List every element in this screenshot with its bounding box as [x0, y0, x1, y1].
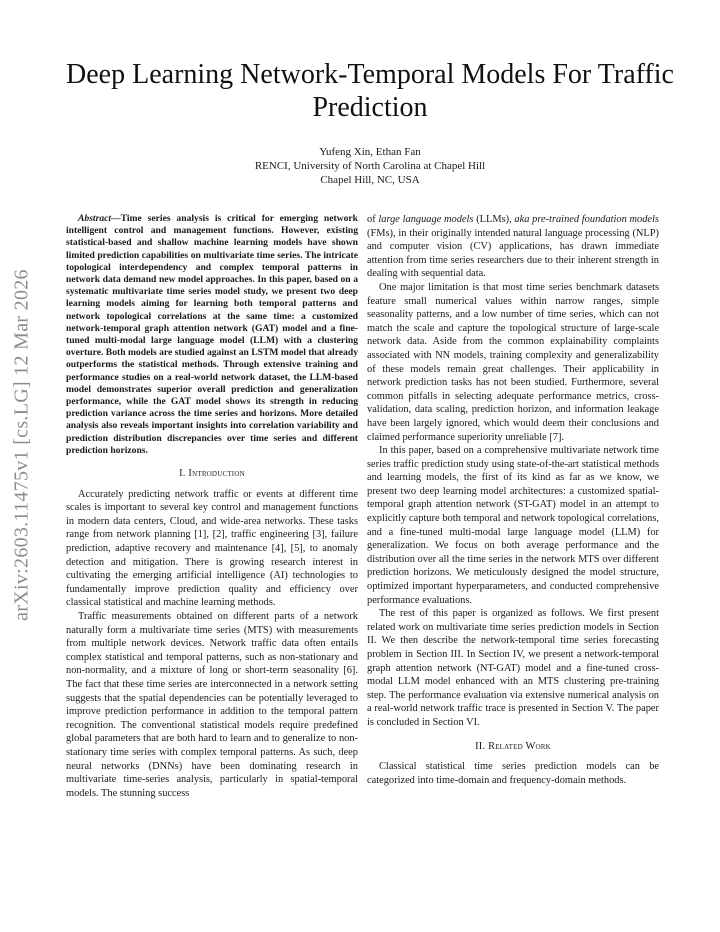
author-location: Chapel Hill, NC, USA — [320, 174, 420, 186]
arxiv-stamp — [10, 260, 33, 630]
intro-paragraph-3 — [367, 213, 659, 281]
intro-paragraph-4: One major limitation is that most time series benchmark datasets feature small numerical values within narrow ranges, simple seasonality patterns, and a low number of time series, which can not match the scale and capture the topological structure of large-scale network data. Aside from the common explainability complaints associated with NN models, training complexity and generalizability of these models remain great challenges. Their applicability in network prediction tasks has not been studied. Furthermore, several common pitfalls in selecting adequate performance metrics, cross-validation, data scaling, prediction horizon, and information leakage have been largely ignored, which would deem their conclusions and claimed performance superiority unreliable [7]. — [367, 281, 659, 443]
section-title: Related Work — [488, 740, 551, 752]
term-aka: aka pre-trained foundation models — [514, 214, 659, 225]
text-run: (FMs), in their originally intended natural language processing (NLP) and computer vision (CV) applications, has drawn immediate attention from time series researchers due to their inherent strength in dealing with sequential data. — [367, 227, 659, 280]
section-title: Introduction — [188, 468, 245, 480]
right-column — [367, 213, 659, 787]
intro-paragraph-1: Accurately predicting network traffic or events at different time scales is important to several key control and management functions in modern data centers, Cloud, and wide-area networks. These tasks range from network planning [1], [2], traffic engineering [3], failure prediction, adaptive recovery and maintenance [4], [5], to anomaly detection and mitigation. There is growing research interest in cultivating the emerging artificial intelligence (AI) technologies to fundamentally improve prediction quality and efficiency over classical statistical and machine learning methods. — [66, 488, 358, 609]
section-number: I. — [179, 468, 186, 480]
abstract — [66, 213, 358, 457]
abstract-lead: Abstract — [78, 213, 112, 224]
text-run: of — [367, 214, 379, 225]
section-heading-introduction — [66, 467, 358, 481]
section-heading-related-work — [367, 740, 659, 754]
paper-title: Deep Learning Network-Temporal Models For Traffic Prediction — [66, 59, 674, 123]
author-affiliation: RENCI, University of North Carolina at Chapel Hill — [254, 160, 486, 172]
author-block — [60, 145, 680, 187]
intro-paragraph-6: The rest of this paper is organized as follows. We first present related work on multivariate time series prediction models in Section II. We then describe the network-temporal time series forecasting problem in Section III. In Section IV, we present a network-temporal graph attention network (NT-GAT) model and a fine-tuned cross-modal LLM model enhanced with an MTS clustering pre-training step. The performance evaluation via extensive numerical analysis on a real-world network traffic trace is presented in Section V. The paper is concluded in Section VI. — [367, 608, 659, 728]
intro-paragraph-2: Traffic measurements obtained on different parts of a network naturally form a multivariate time series (MTS) with measurements from multiple network devices. Network traffic data often entails complex statistical and temporal patterns, such as non-stationary and non-normality, and a mixture of long or short-term seasonality [6]. The fact that these time series are interconnected in a network setting suggests that the spatial dependencies can be potentially leveraged to improve prediction performance in addition to the temporal pattern recognition. The conventional statistical models require predefined global parameters that are both hard to learn and to generalize to non-stationary time series with complex temporal patterns. As such, deep neural networks (DNNs) have been dominating research in multivariate time-series analysis, particularly in spatial-temporal models. The stunning success — [66, 611, 358, 799]
related-paragraph-1: Classical statistical time series prediction models can be categorized into time-domain and frequency-domain methods. — [367, 761, 659, 786]
section-number: II. — [475, 740, 486, 752]
left-column — [66, 213, 358, 800]
arxiv-stamp-text: arXiv:2603.11475v1 [cs.LG] 12 Mar 2026 — [10, 269, 33, 621]
term-llm: large language models — [378, 214, 474, 225]
intro-paragraph-5: In this paper, based on a comprehensive multivariate network time series traffic prediction study using state-of-the-art statistical methods and learning models, the first of its kind as far as we know, we present two deep learning model architectures: a customized spatial-temporal graph attention network (ST-GAT) model in an attempt to explicitly capture both temporal and network topological correlations, and a fine-tuned multi-modal large language model (LLM) for generalization. We focus on both average performance and the distribution over all the time series in the network MTS over different prediction horizons. We meticulously designed the model structure, optimized important hyperparameters, and conducted comprehensive performance evaluations. — [367, 445, 659, 606]
author-names: Yufeng Xin, Ethan Fan — [319, 146, 421, 158]
abstract-dash: — — [111, 213, 121, 224]
abstract-text: Time series analysis is critical for emerging network intelligent control and management functions. However, existing statistical-based and shallow machine learning models have shown limited prediction capabilities on multivariate time series. The intricate topological interdependency and complex temporal patterns in network data demand new model approaches. In this paper, based on a systematic multivariate time series model study, we present two deep learning models aiming for learning both temporal patterns and network topological correlations at the same time: a customized network-temporal graph attention network (GAT) model and a fine-tuned multi-modal large language model (LLM) with a clustering overture. Both models are studied against an LSTM model that already outperforms the statistical methods. Through extensive training and performance studies on a real-world network dataset, the LLM-based model demonstrates superior overall prediction and generalization performance, while the GAT model shows its strength in reducing prediction variance across the time series and horizons. More detailed analysis also reveals important insights into correlation variability and prediction distribution discrepancies over time series and different prediction horizons. — [66, 213, 358, 456]
text-run: (LLMs), — [473, 214, 515, 225]
